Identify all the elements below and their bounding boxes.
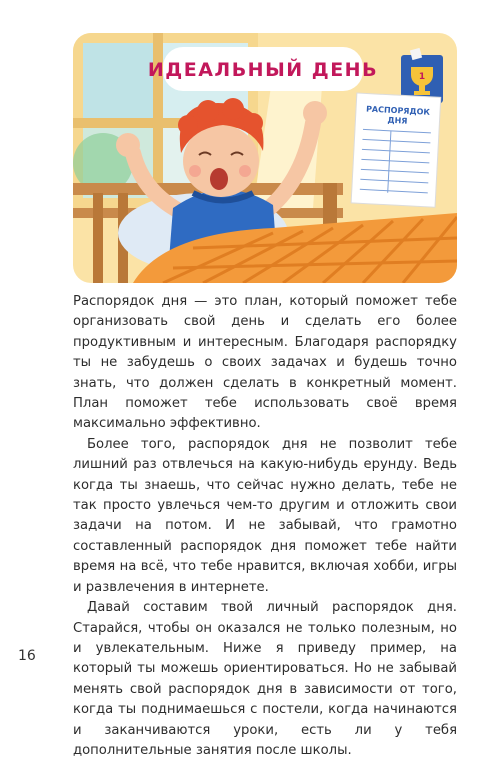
schedule-poster	[351, 93, 441, 207]
poster-title-line1: РАСПОРЯДОК	[365, 104, 431, 117]
trophy-icon	[401, 48, 443, 103]
illustration	[73, 33, 457, 283]
paragraph-1: Распорядок дня — это план, который поможет тебе организовать свой день и сделать его более продуктивным и интересным. Благодаря распорядку ты не забудешь о своих задачах и будешь точно знать, что должен сделать в конкретный момент. План поможет тебе использовать своё время максимально эффективно.	[73, 294, 457, 432]
poster-title-line2: ДНЯ	[387, 115, 408, 126]
paragraph-2: Более того, распорядок дня не позволит тебе лишний раз отвлечься на какую-нибудь ерунду. Ведь когда ты знаешь, что сейчас нужно делать, тебе не так просто увлечься чем-то другим и отложить свои задачи на потом. И не забывай, что грамотно составленный распорядок дня поможет тебе найти время на всё, что тебе нравится, включая хобби, игры и развлечения в интернете.	[73, 436, 457, 595]
trophy-number: 1	[418, 72, 426, 82]
body-text	[73, 292, 457, 761]
paragraph-3: Давай составим твой личный распорядок дня. Старайся, чтобы он оказался не только полезным, но и увлекательным. Ниже я приведу пример, на который ты можешь ориентироваться. Но не забывай менять свой распорядок дня в зависимости от того, когда ты поднимаешься с постели, когда начинаются и заканчиваются уроки, есть ли у тебя дополнительные занятия после школы.	[73, 600, 457, 758]
page-number: 16	[18, 648, 36, 664]
banner-title: ИДЕАЛЬНЫЙ ДЕНЬ	[147, 59, 379, 81]
